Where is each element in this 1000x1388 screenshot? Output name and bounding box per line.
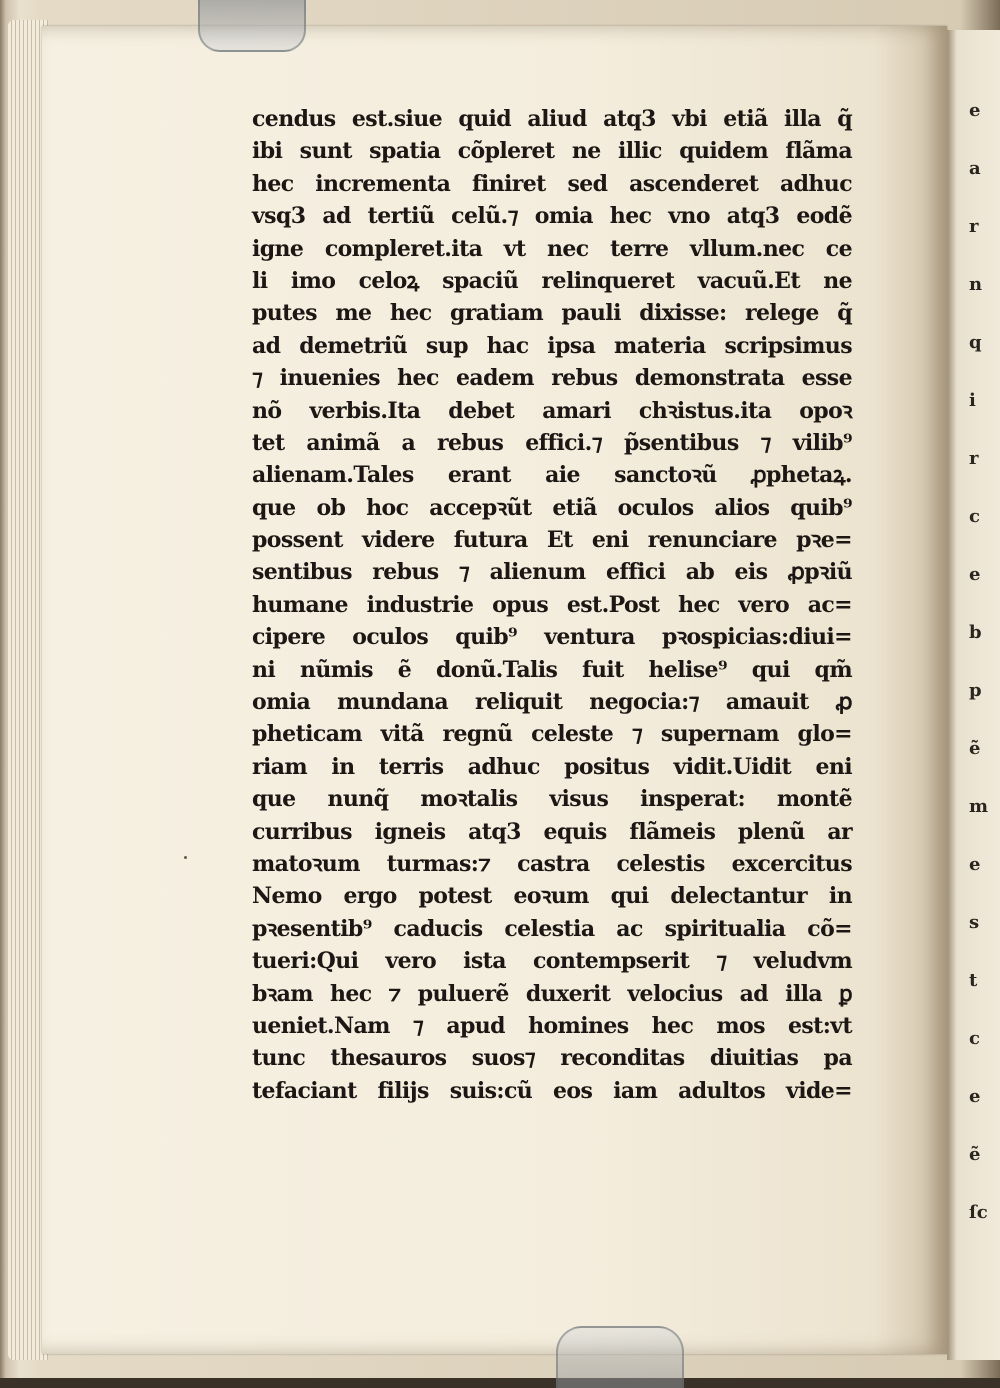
text-line: nõ verbis.Ita debet amari chꝛistus.ita opoꝛ xyxy=(252,397,852,424)
text-line: tunc thesauros suos⁊ reconditas diuitias pa xyxy=(252,1045,852,1072)
paper-speck xyxy=(184,856,187,859)
text-line: que ob hoc accepꝛũt etiã oculos alios quib⁹ xyxy=(252,494,852,521)
facing-page-char: e xyxy=(969,564,981,585)
text-line: ad demetriũ sup hac ipsa materia scripsimus xyxy=(252,332,852,359)
text-line: curribus igneis atq3 equis flãmeis plenũ ar xyxy=(252,818,852,845)
facing-page-char: m xyxy=(969,796,989,817)
text-line: alienam.Tales erant aie sanctoꝛũ ꝓphetaꝝ. xyxy=(252,462,852,489)
facing-page-char: s xyxy=(969,912,980,933)
text-line: ueniet.Nam ⁊ apud homines hec mos est:vt xyxy=(252,1012,852,1039)
facing-page-char: ſc xyxy=(969,1202,988,1223)
facing-page-char: q xyxy=(969,332,982,353)
text-line: tet animã a rebus effici.⁊ p̃sentibus ⁊ vilib⁹ xyxy=(252,429,852,456)
facing-page-char: p xyxy=(969,680,982,701)
text-line: que nunq̃ moꝛtalis visus insperat: montẽ xyxy=(252,786,852,813)
facing-page-char: ẽ xyxy=(969,738,981,759)
facing-page-char: c xyxy=(969,506,980,527)
text-line: riam in terris adhuc positus vidit.Uidit eni xyxy=(252,753,852,780)
text-line: omia mundana reliquit negocia:⁊ amauit ꝓ xyxy=(252,689,852,716)
facing-page-char: b xyxy=(969,622,982,643)
facing-page-char: e xyxy=(969,100,981,121)
facing-page-char: i xyxy=(969,390,976,411)
text-block xyxy=(252,103,852,1107)
text-line: ni nũmis ẽ donũ.Talis fuit helise⁹ qui qm̃ xyxy=(252,656,852,683)
text-line: putes me hec gratiam pauli dixisse: relege q̃ xyxy=(252,300,852,327)
text-line: matoꝛum turmas:⁊ castra celestis excercitus xyxy=(252,850,852,877)
text-line: Nemo ergo potest eoꝛum qui delectantur in xyxy=(252,883,852,910)
facing-page-char: e xyxy=(969,1086,981,1107)
facing-page-char: t xyxy=(969,970,978,991)
text-line: igne compleret.ita vt nec terre vllum.nec ce xyxy=(252,235,852,262)
facing-page-char: ẽ xyxy=(969,1144,981,1165)
facing-page-char: r xyxy=(969,216,979,237)
text-line: pheticam vitã regnũ celeste ⁊ supernam glo= xyxy=(252,721,852,748)
facing-page-char: e xyxy=(969,854,981,875)
facing-page-edge xyxy=(947,30,1000,1360)
facing-page-char: r xyxy=(969,448,979,469)
facing-page-char: n xyxy=(969,274,983,295)
text-line: ibi sunt spatia cõpleret ne illic quidem flãma xyxy=(252,138,852,165)
book-clip-top xyxy=(198,0,306,52)
text-line: cipere oculos quib⁹ ventura pꝛospicias:diui= xyxy=(252,624,852,651)
text-line: tefaciant filijs suis:cũ eos iam adultos vide= xyxy=(252,1077,852,1104)
text-line: ⁊ inuenies hec eadem rebus demonstrata esse xyxy=(252,365,852,392)
text-line: cendus est.siue quid aliud atq3 vbi etiã illa q̃ xyxy=(252,106,852,132)
text-line: sentibus rebus ⁊ alienum effici ab eis ꝓpꝛiũ xyxy=(252,559,852,586)
facing-page-char: c xyxy=(969,1028,980,1049)
text-line: li imo celoꝝ spaciũ relinqueret vacuũ.Et ne xyxy=(252,267,852,294)
text-line: humane industrie opus est.Post hec vero ac= xyxy=(252,591,852,618)
text-line: possent videre futura Et eni renunciare pꝛe= xyxy=(252,527,852,554)
text-line: tueri:Qui vero ista contempserit ⁊ veludvm xyxy=(252,948,852,975)
text-line: pꝛesentib⁹ caducis celestia ac spiritualia cõ= xyxy=(252,915,852,942)
facing-page-char: a xyxy=(969,158,981,179)
text-line: hec incrementa finiret sed ascenderet adhuc xyxy=(252,170,852,197)
text-line: bꝛam hec ⁊ puluerẽ duxerit velocius ad illa ꝑ xyxy=(252,980,852,1007)
book-clip-bottom xyxy=(556,1326,684,1388)
text-line: vsq3 ad tertiũ celũ.⁊ omia hec vno atq3 eodẽ xyxy=(252,203,852,230)
